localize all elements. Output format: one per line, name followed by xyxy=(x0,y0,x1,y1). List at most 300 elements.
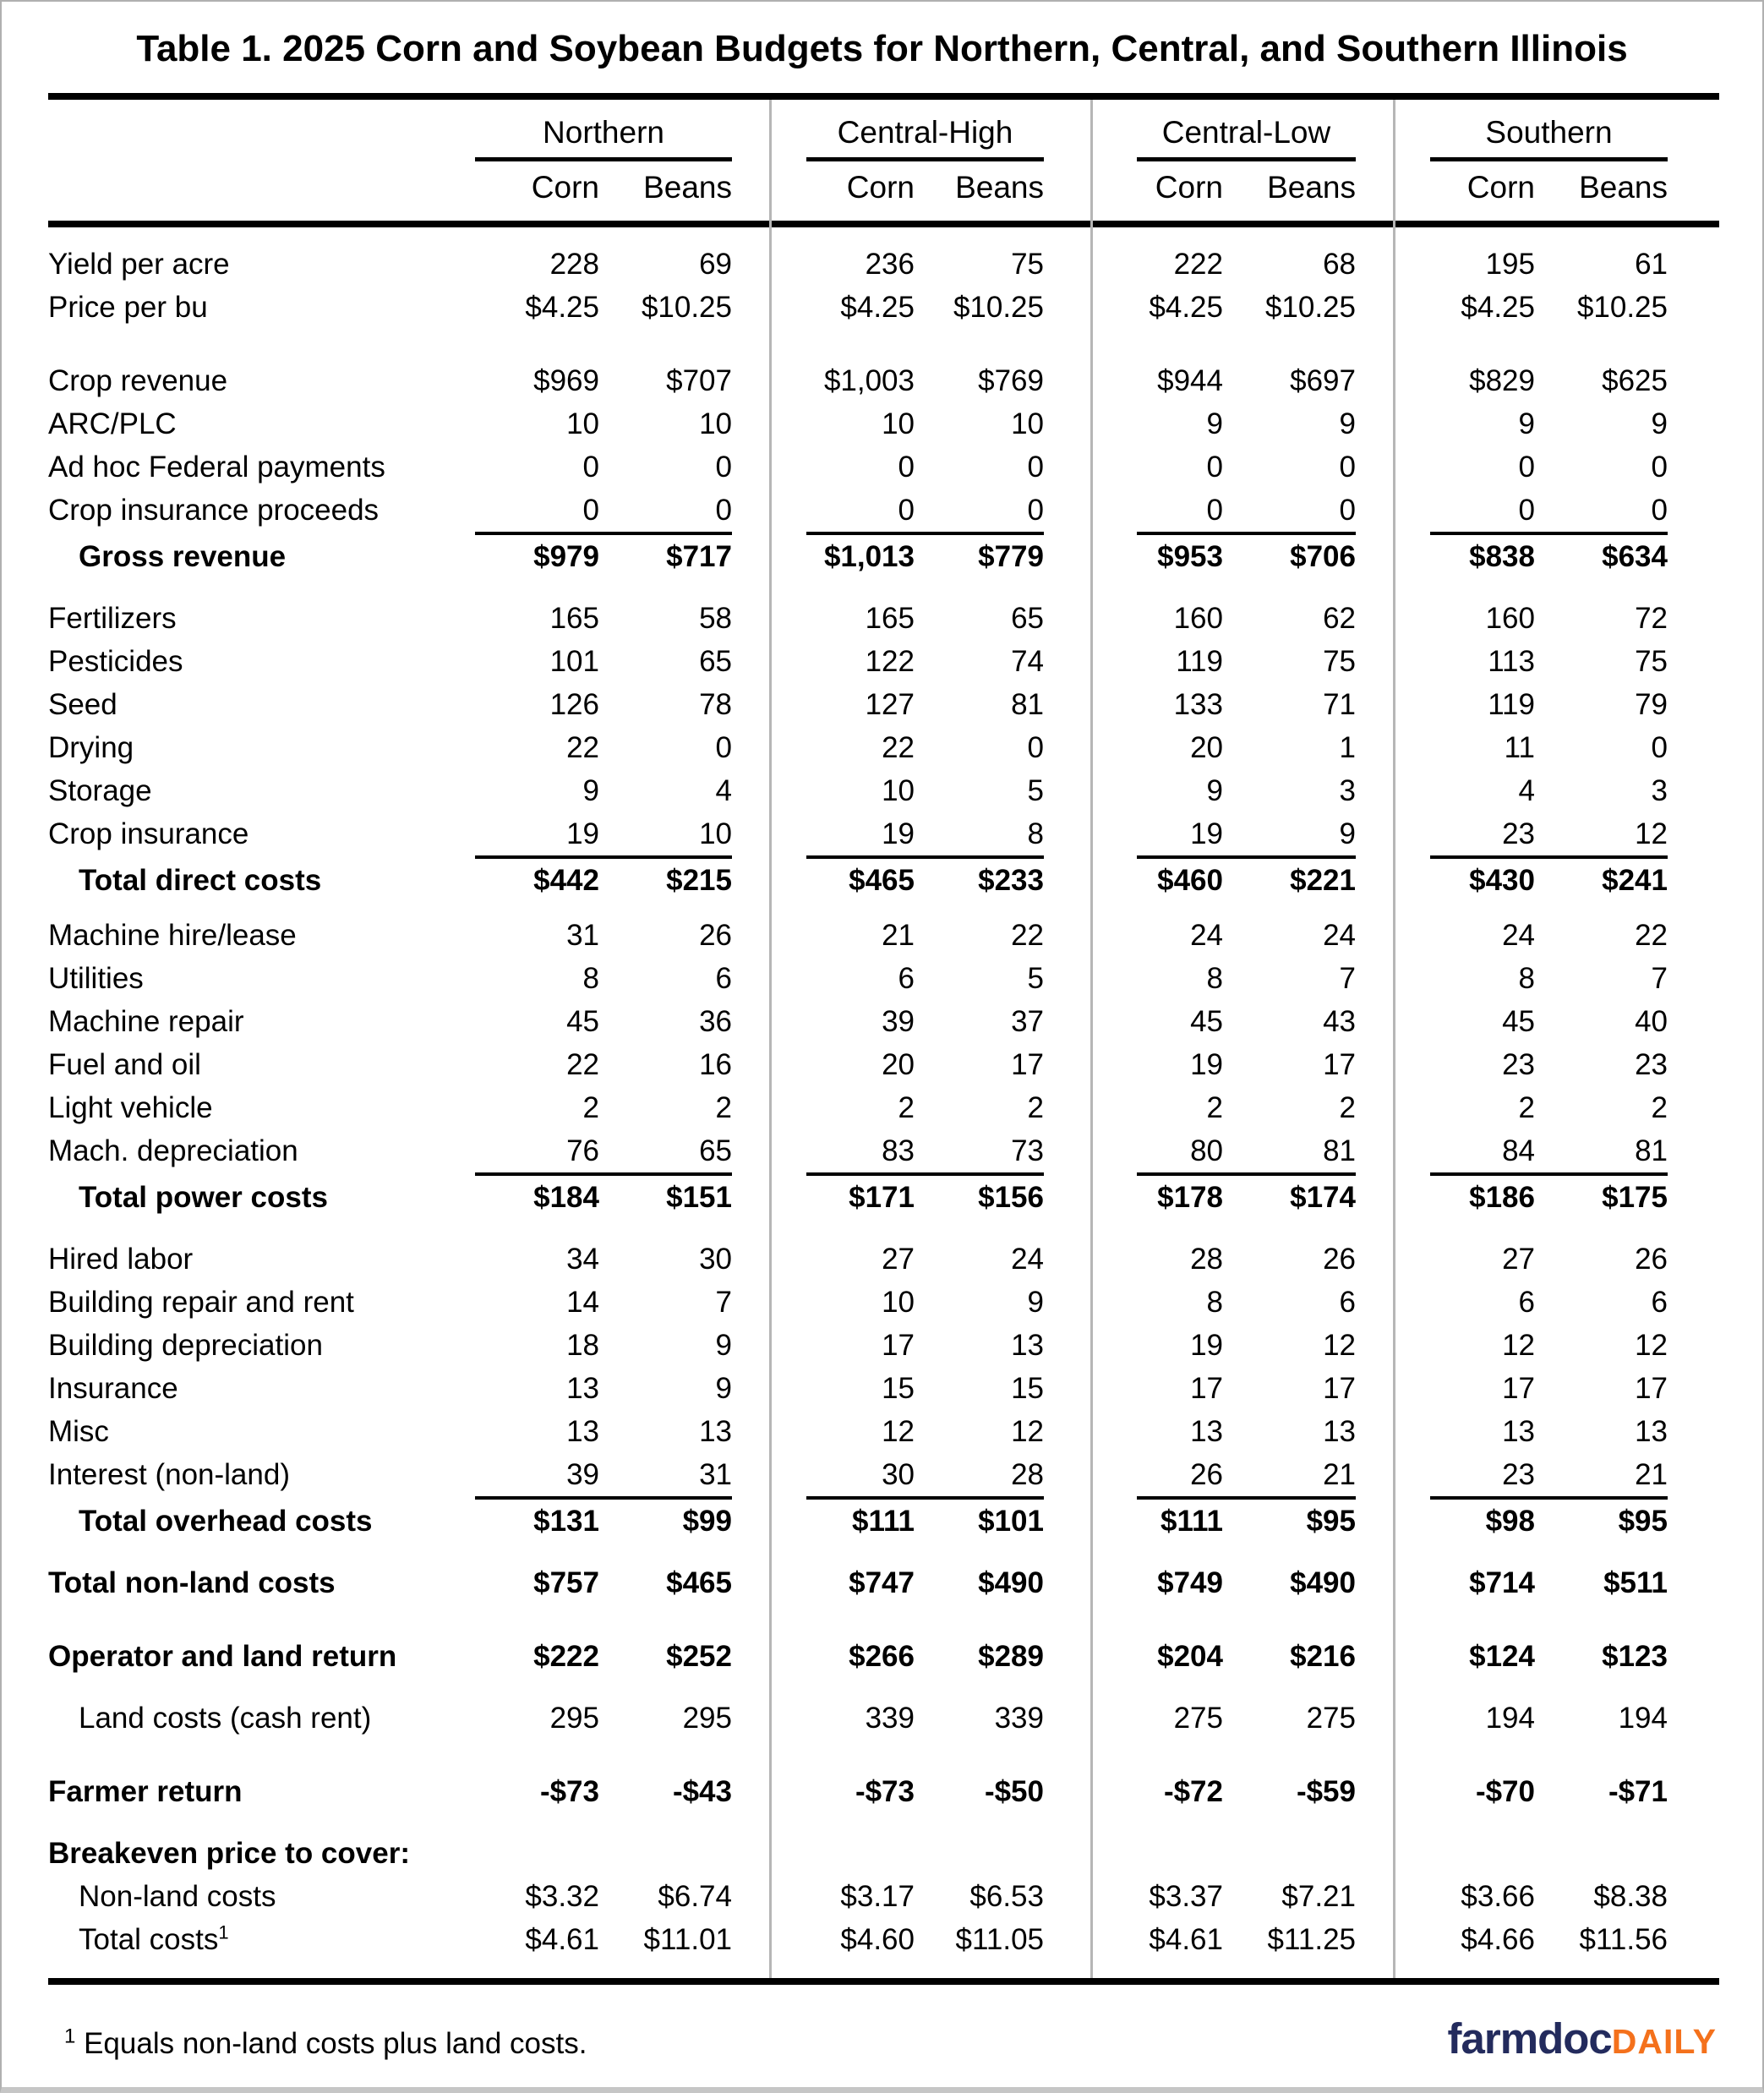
value-central-high-corn: 165 xyxy=(865,602,915,635)
value-central-low-corn: 0 xyxy=(1206,451,1223,484)
value-southern-beans: 6 xyxy=(1651,1286,1668,1319)
table-row xyxy=(48,1453,1719,1496)
value-central-low-beans: 3 xyxy=(1339,774,1356,807)
row-label xyxy=(48,402,475,445)
row-label xyxy=(48,243,475,286)
value-northern-corn: 45 xyxy=(566,1005,599,1038)
value-central-low-corn: 9 xyxy=(1206,774,1223,807)
row-label-text: Total direct costs xyxy=(79,864,322,897)
value-southern-beans: $8.38 xyxy=(1593,1880,1668,1913)
table-row xyxy=(48,957,1719,1000)
value-central-low-beans: -$59 xyxy=(1296,1775,1356,1808)
row-label xyxy=(48,445,475,489)
value-southern-corn: $714 xyxy=(1469,1566,1535,1599)
value-northern-beans: $151 xyxy=(599,1172,732,1219)
row-label xyxy=(48,1875,475,1918)
value-central-low-corn: $4.25 xyxy=(1149,291,1223,324)
value-central-high-beans: 37 xyxy=(1011,1005,1044,1038)
value-central-low-beans: $697 xyxy=(1290,364,1356,397)
row-label xyxy=(48,1324,475,1367)
value-central-high-beans: 13 xyxy=(1011,1329,1044,1362)
row-label xyxy=(48,1129,475,1172)
table-row xyxy=(48,1918,1719,1961)
value-central-low-corn: 222 xyxy=(1173,248,1223,281)
value-central-low-beans: 9 xyxy=(1339,407,1356,440)
value-central-low-beans: $174 xyxy=(1223,1172,1356,1219)
value-central-low-beans: $95 xyxy=(1223,1496,1356,1543)
value-northern-beans: $252 xyxy=(666,1640,732,1673)
value-southern-corn: 45 xyxy=(1502,1005,1535,1038)
value-northern-beans: $707 xyxy=(666,364,732,397)
value-central-high-corn: $266 xyxy=(849,1640,915,1673)
value-central-high-corn: 27 xyxy=(882,1243,915,1276)
value-central-low-beans: $10.25 xyxy=(1264,291,1356,324)
value-central-low-corn: 17 xyxy=(1190,1372,1223,1405)
value-central-low-beans: $221 xyxy=(1223,855,1356,902)
value-northern-corn: 22 xyxy=(566,731,599,764)
value-northern-corn: $442 xyxy=(475,855,599,902)
value-northern-corn: 9 xyxy=(582,774,599,807)
table-row xyxy=(48,489,1719,532)
value-northern-beans: $215 xyxy=(599,855,732,902)
value-southern-beans: 61 xyxy=(1635,248,1668,281)
value-southern-corn: 4 xyxy=(1518,774,1535,807)
value-southern-corn: $3.66 xyxy=(1461,1880,1535,1913)
value-northern-beans: 78 xyxy=(699,688,732,721)
value-central-high-corn: $747 xyxy=(849,1566,915,1599)
value-central-low-corn: 13 xyxy=(1190,1415,1223,1448)
value-central-high-corn: $3.17 xyxy=(840,1880,915,1913)
value-northern-beans: 58 xyxy=(699,602,732,635)
row-label-text: Machine hire/lease xyxy=(48,919,297,952)
value-northern-beans: 2 xyxy=(715,1091,732,1124)
value-southern-beans: 23 xyxy=(1635,1048,1668,1081)
value-southern-beans: $511 xyxy=(1603,1566,1668,1599)
value-central-high-corn: $1,003 xyxy=(823,364,915,397)
value-northern-corn: 0 xyxy=(582,451,599,484)
value-northern-beans: 0 xyxy=(715,494,732,527)
table-row xyxy=(48,914,1719,957)
row-label xyxy=(48,1281,475,1324)
value-central-high-corn: 19 xyxy=(882,817,915,850)
value-central-low-corn: 119 xyxy=(1176,645,1223,678)
value-central-high-beans: 2 xyxy=(1027,1091,1044,1124)
value-central-high-beans: 0 xyxy=(1027,451,1044,484)
value-central-high-beans: 75 xyxy=(1011,248,1044,281)
value-northern-corn: 13 xyxy=(566,1372,599,1405)
value-central-high-corn: 12 xyxy=(882,1415,915,1448)
table-row xyxy=(48,1043,1719,1086)
value-central-high-beans: $10.25 xyxy=(953,291,1044,324)
value-southern-beans: 40 xyxy=(1635,1005,1668,1038)
value-central-low-beans: 21 xyxy=(1323,1458,1356,1491)
footnote xyxy=(64,2027,587,2061)
value-southern-corn: 12 xyxy=(1502,1329,1535,1362)
value-southern-corn: 9 xyxy=(1518,407,1535,440)
value-central-high-corn: $1,013 xyxy=(806,532,915,578)
value-central-low-beans: 13 xyxy=(1323,1415,1356,1448)
row-label-text: Storage xyxy=(48,774,152,807)
value-southern-beans: 12 xyxy=(1635,817,1668,850)
value-southern-beans: $95 xyxy=(1535,1496,1668,1543)
header-rule xyxy=(48,221,1719,227)
value-northern-corn: $757 xyxy=(533,1566,599,1599)
row-label xyxy=(48,859,475,902)
value-central-high-corn: 10 xyxy=(882,407,915,440)
value-northern-beans: $717 xyxy=(599,532,732,578)
value-central-low-corn: 24 xyxy=(1190,919,1223,952)
value-central-low-corn: 20 xyxy=(1190,731,1223,764)
value-southern-corn: 17 xyxy=(1502,1372,1535,1405)
value-northern-corn: 31 xyxy=(566,919,599,952)
value-central-high-corn: 10 xyxy=(882,774,915,807)
value-central-high-beans: $490 xyxy=(978,1566,1044,1599)
row-label xyxy=(48,597,475,640)
value-central-low-beans: 6 xyxy=(1339,1286,1356,1319)
value-central-high-corn: 0 xyxy=(898,451,915,484)
value-central-low-corn: 2 xyxy=(1206,1091,1223,1124)
value-southern-beans: $11.56 xyxy=(1579,1923,1668,1956)
footnote-text: Equals non-land costs plus land costs. xyxy=(75,2027,587,2060)
value-northern-corn: 101 xyxy=(549,645,599,678)
row-label xyxy=(48,683,475,726)
value-central-low-beans: 9 xyxy=(1339,817,1356,850)
value-central-high-corn: 22 xyxy=(882,731,915,764)
value-central-high-beans: 17 xyxy=(1011,1048,1044,1081)
value-central-low-beans: 17 xyxy=(1323,1372,1356,1405)
value-northern-beans: -$43 xyxy=(672,1775,732,1808)
row-label xyxy=(48,1367,475,1410)
value-central-low-corn: $749 xyxy=(1157,1566,1223,1599)
table-row xyxy=(48,1496,1719,1543)
value-northern-corn: $979 xyxy=(475,532,599,578)
crop-header-northern-beans: Beans xyxy=(643,170,732,205)
value-southern-corn: 13 xyxy=(1502,1415,1535,1448)
value-southern-corn: -$70 xyxy=(1475,1775,1535,1808)
value-southern-corn: 84 xyxy=(1502,1134,1535,1167)
table-row xyxy=(48,286,1719,329)
table-body xyxy=(48,243,1719,1961)
value-central-high-corn: 30 xyxy=(882,1458,915,1491)
value-southern-beans: $10.25 xyxy=(1576,291,1668,324)
value-central-low-beans: 26 xyxy=(1323,1243,1356,1276)
value-southern-corn: $124 xyxy=(1469,1640,1535,1673)
value-central-high-beans: $289 xyxy=(978,1640,1044,1673)
value-central-low-beans: $11.25 xyxy=(1267,1923,1356,1956)
value-central-high-beans: 15 xyxy=(1011,1372,1044,1405)
value-northern-corn: 10 xyxy=(566,407,599,440)
row-label xyxy=(48,359,475,402)
value-central-high-beans: 74 xyxy=(1011,645,1044,678)
table-row xyxy=(48,855,1719,902)
value-central-low-beans: 68 xyxy=(1323,248,1356,281)
value-northern-corn: $184 xyxy=(475,1172,599,1219)
row-label-text: Yield per acre xyxy=(48,248,230,281)
row-label-text: Hired labor xyxy=(48,1243,194,1276)
value-southern-corn: 23 xyxy=(1502,1048,1535,1081)
value-central-high-corn: 17 xyxy=(882,1329,915,1362)
value-central-low-corn: $3.37 xyxy=(1149,1880,1223,1913)
row-label-text: Interest (non-land) xyxy=(48,1458,290,1491)
value-central-high-corn: 0 xyxy=(898,494,915,527)
row-label xyxy=(48,1410,475,1453)
crop-header-southern-beans: Beans xyxy=(1579,170,1668,205)
value-northern-beans: $6.74 xyxy=(658,1880,732,1913)
crop-header-row xyxy=(48,161,1719,221)
table-row xyxy=(48,1172,1719,1219)
table-row xyxy=(48,1129,1719,1172)
table-row xyxy=(48,1324,1719,1367)
value-southern-beans: 22 xyxy=(1635,919,1668,952)
value-northern-beans: 7 xyxy=(715,1286,732,1319)
value-northern-corn: $222 xyxy=(533,1640,599,1673)
value-central-high-beans: 9 xyxy=(1027,1286,1044,1319)
table-row xyxy=(48,1770,1719,1813)
row-label-text: Pesticides xyxy=(48,645,183,678)
value-northern-corn: 0 xyxy=(582,494,599,527)
value-southern-beans: 7 xyxy=(1651,962,1668,995)
value-central-low-beans: 71 xyxy=(1323,688,1356,721)
value-central-high-corn: $4.25 xyxy=(840,291,915,324)
value-northern-corn: -$73 xyxy=(539,1775,599,1808)
value-central-high-corn: $465 xyxy=(806,855,915,902)
row-label-text: Drying xyxy=(48,731,134,764)
row-label-text: Total overhead costs xyxy=(79,1505,373,1538)
table-row xyxy=(48,402,1719,445)
value-northern-corn: 39 xyxy=(566,1458,599,1491)
column-separator-2 xyxy=(1090,100,1093,1978)
row-label xyxy=(48,1500,475,1543)
table-row xyxy=(48,769,1719,812)
value-central-low-beans: 0 xyxy=(1339,451,1356,484)
value-southern-corn: 11 xyxy=(1504,731,1535,764)
row-label xyxy=(48,1770,475,1813)
value-southern-corn: 0 xyxy=(1518,494,1535,527)
value-northern-corn: 18 xyxy=(566,1329,599,1362)
value-southern-beans: 2 xyxy=(1651,1091,1668,1124)
value-central-low-beans: 0 xyxy=(1339,494,1356,527)
row-label-text: Mach. depreciation xyxy=(48,1134,298,1167)
value-northern-corn: 126 xyxy=(549,688,599,721)
value-northern-beans: 69 xyxy=(699,248,732,281)
value-central-low-beans: 2 xyxy=(1339,1091,1356,1124)
value-central-low-corn: 0 xyxy=(1206,494,1223,527)
table-row xyxy=(48,812,1719,855)
value-central-low-beans: $706 xyxy=(1223,532,1356,578)
value-southern-corn: 23 xyxy=(1502,817,1535,850)
value-southern-corn: 27 xyxy=(1502,1243,1535,1276)
value-central-low-beans: 12 xyxy=(1323,1329,1356,1362)
value-southern-corn: 0 xyxy=(1518,451,1535,484)
value-southern-beans: 81 xyxy=(1635,1134,1668,1167)
row-label xyxy=(48,1832,475,1875)
row-label xyxy=(48,640,475,683)
table-row xyxy=(48,1238,1719,1281)
region-header-central-high: Central-High xyxy=(806,113,1044,161)
value-southern-corn: 23 xyxy=(1502,1458,1535,1491)
value-southern-beans: 0 xyxy=(1651,451,1668,484)
table-row xyxy=(48,1410,1719,1453)
value-southern-beans: 0 xyxy=(1651,494,1668,527)
value-northern-corn: $4.61 xyxy=(525,1923,599,1956)
row-label-text: Total power costs xyxy=(79,1181,328,1214)
value-central-low-beans: 75 xyxy=(1323,645,1356,678)
value-southern-corn: $829 xyxy=(1469,364,1535,397)
bottom-rule xyxy=(48,1978,1719,1985)
value-central-high-beans: $156 xyxy=(915,1172,1044,1219)
value-central-high-beans: $11.05 xyxy=(955,1923,1044,1956)
value-southern-corn: 8 xyxy=(1518,962,1535,995)
row-label-text: Price per bu xyxy=(48,291,208,324)
value-southern-corn: $430 xyxy=(1430,855,1535,902)
value-central-low-corn: 160 xyxy=(1173,602,1223,635)
value-northern-beans: 30 xyxy=(699,1243,732,1276)
table-row xyxy=(48,597,1719,640)
value-central-low-beans: 81 xyxy=(1323,1134,1356,1167)
row-label xyxy=(48,286,475,329)
value-northern-beans: 10 xyxy=(699,817,732,850)
value-central-low-corn: -$72 xyxy=(1163,1775,1223,1808)
value-central-high-beans: 8 xyxy=(1027,817,1044,850)
value-central-low-corn: $953 xyxy=(1137,532,1223,578)
value-central-high-beans: 0 xyxy=(1027,731,1044,764)
value-central-low-beans: 1 xyxy=(1339,731,1356,764)
value-central-high-beans: $769 xyxy=(978,364,1044,397)
value-central-low-beans: 17 xyxy=(1323,1048,1356,1081)
value-central-low-beans: 7 xyxy=(1339,962,1356,995)
table-row xyxy=(48,640,1719,683)
value-southern-beans: 3 xyxy=(1651,774,1668,807)
value-northern-beans: 36 xyxy=(699,1005,732,1038)
value-northern-corn: 14 xyxy=(566,1286,599,1319)
column-separator-3 xyxy=(1393,100,1395,1978)
value-southern-corn: 119 xyxy=(1488,688,1535,721)
row-label-text: Total non-land costs xyxy=(48,1566,336,1599)
row-label-text: Operator and land return xyxy=(48,1640,397,1673)
value-southern-corn: $838 xyxy=(1430,532,1535,578)
value-central-low-corn: 19 xyxy=(1190,817,1223,850)
value-southern-beans: 194 xyxy=(1618,1702,1668,1735)
footer xyxy=(64,2014,1717,2063)
value-central-low-corn: $4.61 xyxy=(1149,1923,1223,1956)
row-label xyxy=(48,957,475,1000)
value-northern-corn: $4.25 xyxy=(525,291,599,324)
value-central-high-beans: 5 xyxy=(1027,962,1044,995)
value-northern-beans: 65 xyxy=(699,645,732,678)
value-northern-corn: 34 xyxy=(566,1243,599,1276)
value-southern-corn: $4.25 xyxy=(1461,291,1535,324)
value-southern-corn: $186 xyxy=(1430,1172,1535,1219)
row-label xyxy=(48,726,475,769)
row-label xyxy=(48,1453,475,1496)
value-southern-beans: $241 xyxy=(1535,855,1668,902)
row-label-text: Total costs xyxy=(79,1923,219,1956)
value-northern-beans: 13 xyxy=(699,1415,732,1448)
row-label-text: Seed xyxy=(48,688,117,721)
value-central-high-beans: $233 xyxy=(915,855,1044,902)
row-label xyxy=(48,1000,475,1043)
value-central-high-beans: 81 xyxy=(1011,688,1044,721)
value-southern-beans: 12 xyxy=(1635,1329,1668,1362)
value-central-high-beans: 12 xyxy=(1011,1415,1044,1448)
value-central-low-corn: $944 xyxy=(1157,364,1223,397)
region-header-southern: Southern xyxy=(1430,113,1668,161)
table-title: Table 1. 2025 Corn and Soybean Budgets for Northern, Central, and Southern Illinois xyxy=(136,28,1628,69)
value-northern-beans: $465 xyxy=(666,1566,732,1599)
region-header-central-low: Central-Low xyxy=(1137,113,1356,161)
row-label-text: Ad hoc Federal payments xyxy=(48,451,385,484)
value-central-high-corn: -$73 xyxy=(855,1775,915,1808)
value-central-low-beans: 43 xyxy=(1323,1005,1356,1038)
value-central-low-beans: $216 xyxy=(1290,1640,1356,1673)
value-central-low-corn: 133 xyxy=(1173,688,1223,721)
value-southern-beans: -$71 xyxy=(1608,1775,1668,1808)
row-label-text: Farmer return xyxy=(48,1775,243,1808)
row-label-text: Crop insurance proceeds xyxy=(48,494,380,527)
table-row xyxy=(48,532,1719,578)
value-central-low-beans: $7.21 xyxy=(1281,1880,1356,1913)
row-label xyxy=(48,812,475,855)
table-area xyxy=(48,93,1719,1985)
value-northern-beans: $99 xyxy=(599,1496,732,1543)
row-label-text: Gross revenue xyxy=(79,540,287,573)
crop-header-northern-corn: Corn xyxy=(531,170,599,205)
value-northern-beans: $10.25 xyxy=(641,291,732,324)
table-row xyxy=(48,359,1719,402)
row-label-text: Machine repair xyxy=(48,1005,244,1038)
value-northern-beans: 0 xyxy=(715,451,732,484)
value-northern-corn: 228 xyxy=(549,248,599,281)
value-central-low-corn: 19 xyxy=(1190,1329,1223,1362)
value-central-high-beans: 65 xyxy=(1011,602,1044,635)
value-southern-beans: 79 xyxy=(1635,688,1668,721)
logo-farmdoc-text: farmdoc xyxy=(1447,2014,1612,2063)
value-central-high-beans: $6.53 xyxy=(969,1880,1044,1913)
value-central-low-corn: $460 xyxy=(1137,855,1223,902)
table-row xyxy=(48,1000,1719,1043)
value-central-low-corn: 28 xyxy=(1190,1243,1223,1276)
value-southern-beans: 21 xyxy=(1635,1458,1668,1491)
value-central-low-corn: 45 xyxy=(1190,1005,1223,1038)
row-label-text: Fertilizers xyxy=(48,602,177,635)
value-central-high-beans: 0 xyxy=(1027,494,1044,527)
value-central-high-corn: 127 xyxy=(865,688,915,721)
row-label xyxy=(48,1238,475,1281)
table-row xyxy=(48,683,1719,726)
row-label-superscript: 1 xyxy=(218,1921,229,1943)
row-label-text: Utilities xyxy=(48,962,144,995)
value-central-low-corn: $204 xyxy=(1157,1640,1223,1673)
value-central-high-corn: $4.60 xyxy=(840,1923,915,1956)
row-label-text: Breakeven price to cover: xyxy=(48,1837,410,1870)
value-central-high-corn: 236 xyxy=(865,248,915,281)
value-central-high-corn: 15 xyxy=(882,1372,915,1405)
value-southern-beans: $123 xyxy=(1602,1640,1668,1673)
region-header-row xyxy=(48,113,1719,161)
row-label-text: Non-land costs xyxy=(79,1880,276,1913)
row-label xyxy=(48,769,475,812)
value-northern-beans: 6 xyxy=(715,962,732,995)
row-label-text: ARC/PLC xyxy=(48,407,177,440)
value-central-low-corn: 9 xyxy=(1206,407,1223,440)
row-label xyxy=(48,1561,475,1604)
table-row xyxy=(48,1281,1719,1324)
row-label xyxy=(48,1918,475,1961)
table-row xyxy=(48,1697,1719,1740)
row-label xyxy=(48,489,475,532)
region-header-northern: Northern xyxy=(475,113,732,161)
column-separator-1 xyxy=(769,100,772,1978)
